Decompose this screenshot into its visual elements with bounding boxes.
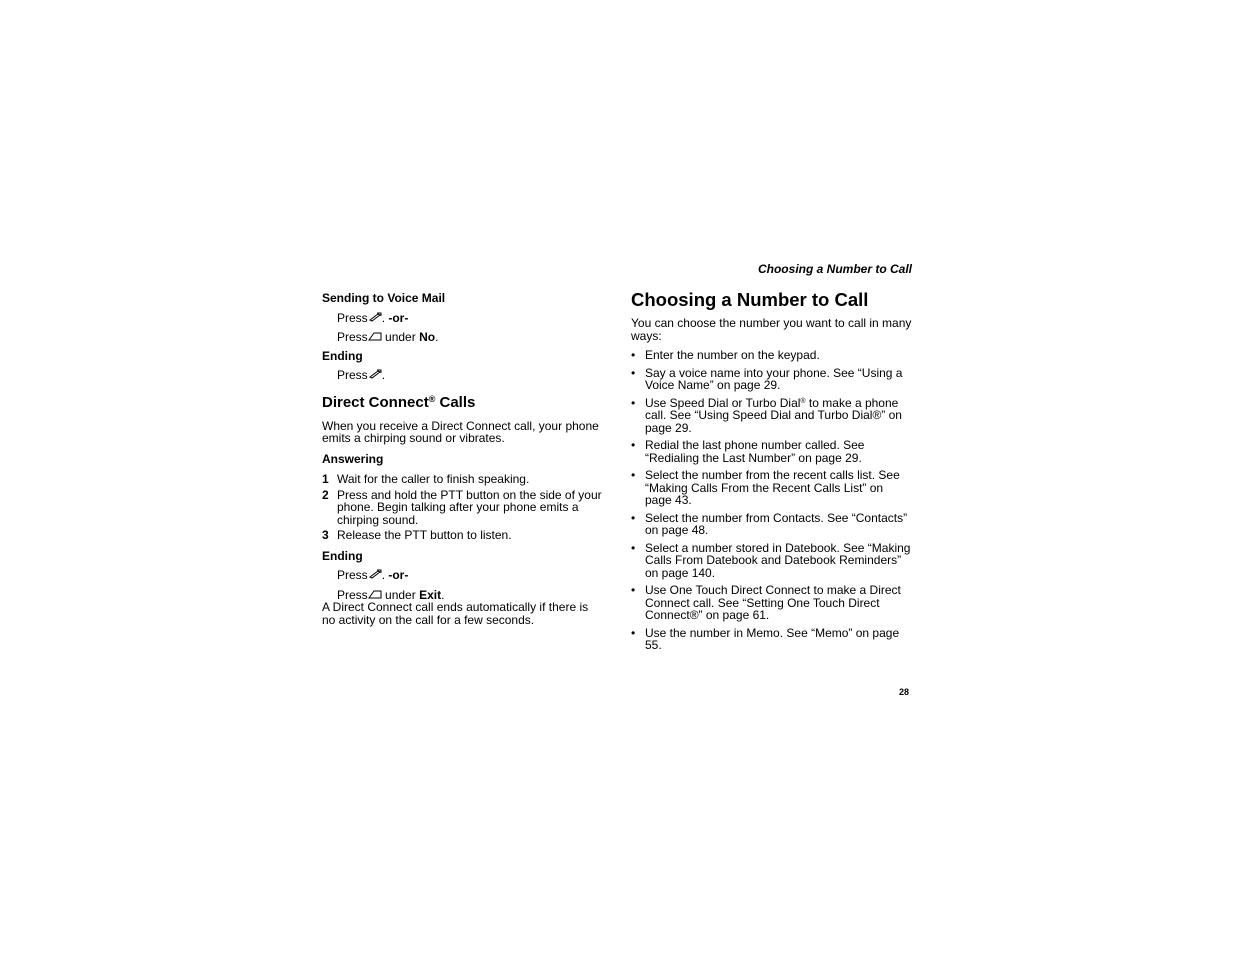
list-item (631, 512, 913, 537)
bullet: • (631, 510, 636, 525)
closing-paragraph: A Direct Connect call ends automatically if there is no activity on the call for a few seconds. (322, 600, 589, 627)
press-label: Press (337, 310, 368, 325)
under-label: under (385, 330, 416, 344)
list-item (322, 489, 604, 527)
page-title: Choosing a Number to Call (631, 289, 869, 310)
ways-list (631, 349, 913, 652)
list-item-text: Select the number from the recent calls list. See “Making Calls From the Recent Calls List” on page 43. (645, 468, 900, 507)
left-column (322, 292, 604, 626)
bullet: • (631, 540, 636, 555)
step-number: 3 (322, 528, 329, 542)
list-item (631, 397, 913, 435)
heading-text-rest: Calls (439, 393, 476, 411)
running-header: Choosing a Number to Call (757, 262, 912, 276)
list-item-text: Redial the last phone number called. See “Redialing the Last Number” on page 29. (645, 438, 865, 465)
registered-mark: ® (800, 397, 806, 405)
under-label: under (385, 587, 416, 602)
list-item-text: Select the number from Contacts. See “Contacts” on page 48. (645, 510, 908, 537)
exit-label: Exit (419, 587, 442, 602)
list-item (631, 627, 913, 652)
list-item (631, 367, 913, 392)
list-item-text: Use the number in Memo. See “Memo” on page 55. (645, 625, 900, 652)
answering-steps (322, 473, 604, 542)
list-item-text: Use One Touch Direct Connect to make a Direct Connect call. See “Setting One Touch Direct Connect®” on page 61. (645, 583, 901, 622)
page-number: 28 (899, 687, 910, 697)
or-label: -or- (388, 568, 409, 582)
registered-mark: ® (428, 393, 436, 404)
intro-paragraph: You can choose the number you want to call in many ways: (631, 316, 912, 343)
list-item (322, 529, 604, 542)
list-item (631, 349, 913, 362)
step-text: Press and hold the PTT button on the side of your phone. Begin talking after your phone emits a chirping sound. (337, 487, 602, 527)
step-press-softkey-no: Press under No. (337, 330, 439, 344)
subheading-ending: Ending (322, 348, 363, 363)
end-key-icon (368, 311, 382, 323)
subheading-answering: Answering (322, 451, 384, 466)
right-column (631, 289, 913, 652)
press-label: Press (337, 330, 368, 344)
section-heading-direct-connect (322, 394, 604, 412)
list-item-text: Enter the number on the keypad. (645, 348, 820, 362)
press-label: Press (337, 368, 368, 382)
direct-connect-intro: When you receive a Direct Connect call, your phone emits a chirping sound or vibrates. (322, 418, 599, 445)
step-press-end-2: Press . (337, 368, 386, 382)
subheading-ending-2: Ending (322, 548, 363, 563)
press-label: Press (337, 587, 368, 602)
step-press-softkey-exit: Press under Exit. (337, 587, 445, 602)
step-text: Wait for the caller to finish speaking. (337, 472, 530, 486)
bullet: • (631, 583, 636, 597)
list-item (631, 542, 913, 580)
heading-text: Direct Connect (322, 393, 429, 411)
step-text: Release the PTT button to listen. (337, 528, 512, 542)
subheading-sending-voicemail: Sending to Voice Mail (322, 291, 446, 305)
list-item (631, 439, 913, 464)
list-item (631, 584, 913, 622)
step-number: 1 (322, 472, 329, 486)
list-item (631, 469, 913, 507)
bullet: • (631, 395, 636, 410)
list-item-text: Select a number stored in Datebook. See “Making Calls From Datebook and Datebook Reminders” on page 140. (645, 540, 911, 580)
softkey-icon (368, 588, 382, 600)
step-number: 2 (322, 487, 329, 502)
softkey-icon (368, 330, 382, 342)
no-label: No (419, 330, 436, 344)
bullet: • (631, 438, 636, 452)
end-key-icon (368, 368, 382, 380)
bullet: • (631, 348, 636, 362)
or-label: -or- (388, 310, 409, 325)
list-item (322, 473, 604, 486)
step-press-end: Press . -or- (337, 310, 409, 325)
list-item-text: Say a voice name into your phone. See “Using a Voice Name” on page 29. (645, 365, 903, 392)
step-press-end-3: Press . -or- (337, 568, 409, 582)
bullet: • (631, 625, 636, 640)
end-key-icon (368, 568, 382, 580)
bullet: • (631, 468, 636, 482)
press-label: Press (337, 568, 368, 582)
list-item-text-rest: to make a phone call. See “Using Speed Dial and Turbo Dial®” on page 29. (645, 395, 902, 435)
bullet: • (631, 365, 636, 380)
list-item-text: Use Speed Dial or Turbo Dial (645, 395, 801, 410)
